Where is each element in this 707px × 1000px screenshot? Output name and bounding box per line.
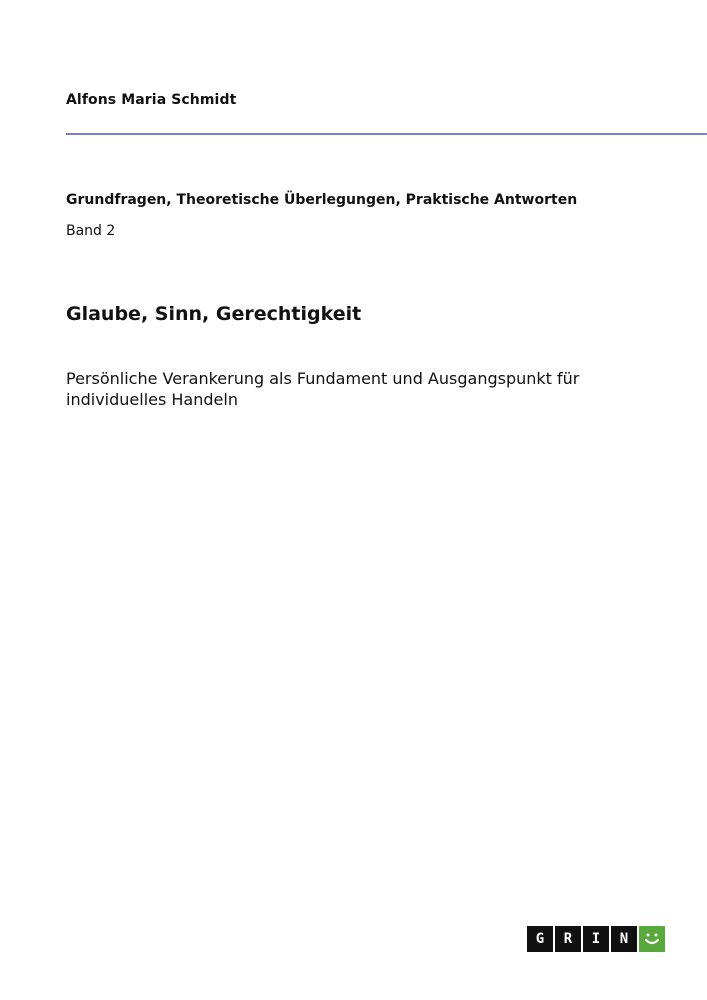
header-divider (66, 133, 707, 135)
publisher-logo-letter-n: N (611, 926, 637, 952)
publisher-logo-letter-r: R (555, 926, 581, 952)
author-name: Alfons Maria Schmidt (66, 92, 237, 108)
book-title: Glaube, Sinn, Gerechtigkeit (66, 303, 362, 325)
publisher-logo (527, 926, 665, 952)
volume-label: Band 2 (66, 223, 116, 239)
book-subtitle: Persönliche Verankerung als Fundament und Ausgangspunkt für individuelles Handeln (66, 369, 580, 409)
series-title: Grundfragen, Theoretische Überlegungen, Praktische Antworten (66, 192, 578, 208)
publisher-logo-letter-i: I (583, 926, 609, 952)
smiley-face-icon (639, 926, 665, 952)
publisher-logo-letter-g: G (527, 926, 553, 952)
